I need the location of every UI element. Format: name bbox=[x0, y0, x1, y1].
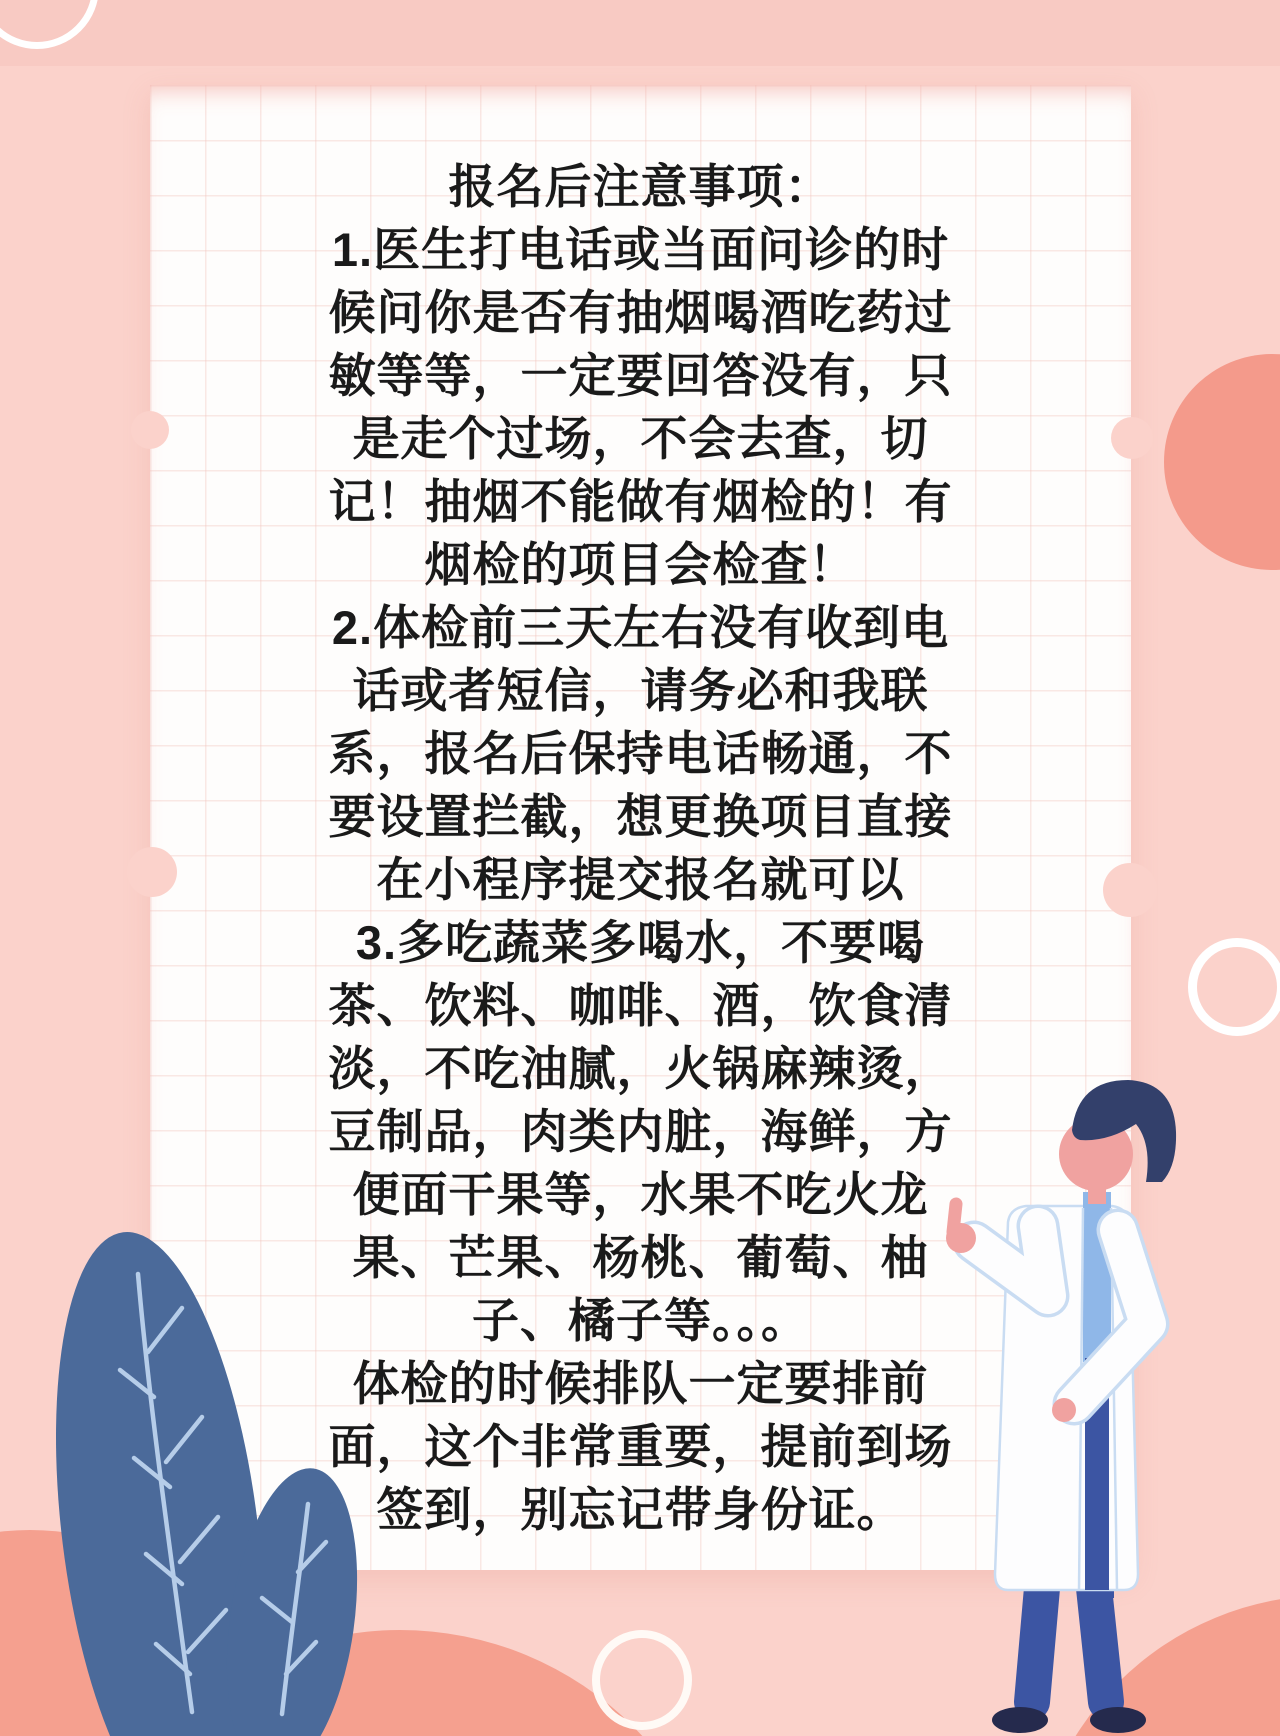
notice-line: 记！抽烟不能做有烟检的！有 bbox=[328, 475, 953, 528]
notice-line: 候问你是否有抽烟喝酒吃药过 bbox=[328, 286, 953, 339]
card-edge-bump-right-lower bbox=[1103, 863, 1157, 917]
notice-line: 烟检的项目会检查！ bbox=[424, 538, 857, 591]
notice-title: 报名后注意事项： bbox=[448, 160, 833, 213]
notice-line: 是走个过场，不会去查，切 bbox=[352, 412, 929, 465]
shoes bbox=[992, 1707, 1146, 1733]
notice-line: 话或者短信，请务必和我联 bbox=[352, 664, 929, 717]
pants-legs bbox=[1032, 1588, 1106, 1702]
pointing-arm bbox=[946, 1204, 1048, 1296]
white-ring-bottom bbox=[592, 1630, 692, 1730]
notice-line: 豆制品，肉类内脏，海鲜，方 bbox=[328, 1105, 953, 1158]
notice-line: 2.体检前三天左右没有收到电 bbox=[331, 601, 950, 654]
background-top-band bbox=[0, 0, 1280, 66]
left-hand bbox=[1052, 1398, 1076, 1422]
notice-line: 签到，别忘记带身份证。 bbox=[376, 1483, 905, 1536]
card-edge-bump-left-upper bbox=[131, 411, 169, 449]
doctor-pointing-illustration bbox=[840, 1058, 1200, 1736]
blue-leaf-plant-illustration bbox=[30, 1212, 460, 1736]
white-ring-right bbox=[1188, 938, 1280, 1036]
pointing-finger bbox=[953, 1204, 956, 1232]
notice-line: 果、芒果、杨桃、葡萄、柚 bbox=[352, 1231, 929, 1284]
notice-line: 要设置拦截，想更换项目直接 bbox=[328, 790, 953, 843]
notice-line: 体检的时候排队一定要排前 bbox=[352, 1357, 929, 1410]
notice-line: 子、橘子等。。。 bbox=[472, 1294, 809, 1347]
notice-line: 茶、饮料、咖啡、酒，饮食清 bbox=[328, 979, 953, 1032]
card-edge-bump-right-upper bbox=[1111, 417, 1153, 459]
notice-line: 便面干果等，水果不吃火龙 bbox=[352, 1168, 929, 1221]
notice-line: 3.多吃蔬菜多喝水，不要喝 bbox=[355, 916, 926, 969]
notice-line: 在小程序提交报名就可以 bbox=[376, 853, 905, 906]
notice-line: 敏等等，一定要回答没有，只 bbox=[328, 349, 953, 402]
card-edge-bump-left-lower bbox=[127, 847, 177, 897]
notice-line: 面，这个非常重要，提前到场 bbox=[328, 1420, 953, 1473]
notice-line: 系，报名后保持电话畅通，不 bbox=[328, 727, 953, 780]
notice-line: 1.医生打电话或当面问诊的时 bbox=[331, 223, 950, 276]
notice-line: 淡，不吃油腻，火锅麻辣烫， bbox=[328, 1042, 953, 1095]
salmon-circle-top-right bbox=[1164, 354, 1280, 570]
